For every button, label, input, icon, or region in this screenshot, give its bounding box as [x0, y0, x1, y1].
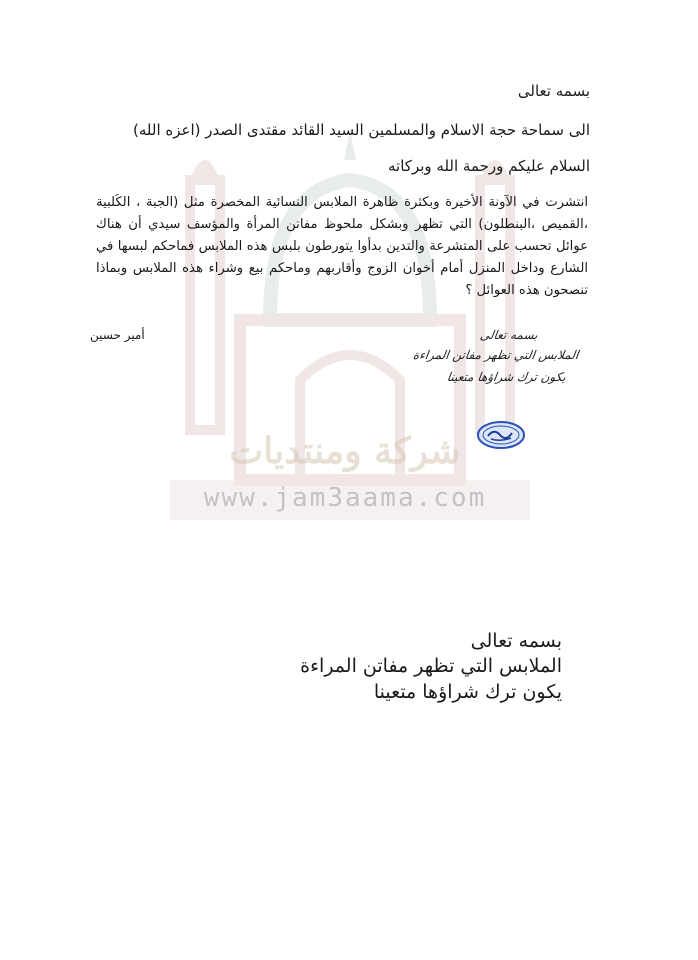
letter-addressee: الى سماحة حجة الاسلام والمسلمين السيد القائد مقتدى الصدر (اعزه الله): [133, 121, 590, 139]
watermark-url: www.jam3aama.com: [203, 483, 487, 513]
office-seal-icon: [476, 420, 526, 450]
transcription-line-2: الملابس التي تظهر مفاتن المراءة: [300, 655, 562, 677]
letter-bismillah: بسمه تعالى: [517, 82, 590, 100]
letter-body: انتشرت في الآونة الأخيرة وبكثرة ظاهرة الملابس النسائية المخصرة مثل (الجبة ، الكَلبية ،القميص ،البنطلون) التي تظهر وبشكل ملحوظ مفاتن المرأة والمؤسف سيدي أن هناك عوائل تحسب على المتشرعة والتدين بدأوا يتورطون بلبس هذه الملابس فماحكم لبسها في الشارع وداخل المنزل أمام أخوان الزوج وأقاربهم وماحكم بيع وشراء هذه الملابس وبماذا تنصحون هذه العوائل ؟: [96, 195, 588, 298]
letter-greeting: السلام عليكم ورحمة الله وبركاته: [388, 157, 590, 175]
transcription-line-3: يكون ترك شراؤها متعينا: [373, 681, 562, 703]
handwritten-reply-line-3: يكون ترك شراؤها متعينا: [446, 370, 567, 384]
transcription-line-1: بسمه تعالى: [470, 630, 562, 652]
watermark-text: شركة ومنتديات: [229, 430, 461, 472]
letter-signer: أمير حسين: [90, 328, 145, 342]
handwritten-reply-line-2: الملابس التي تظهر مفاتن المراءة: [411, 348, 579, 362]
handwritten-reply-line-1: بسمه تعالى: [479, 328, 539, 342]
